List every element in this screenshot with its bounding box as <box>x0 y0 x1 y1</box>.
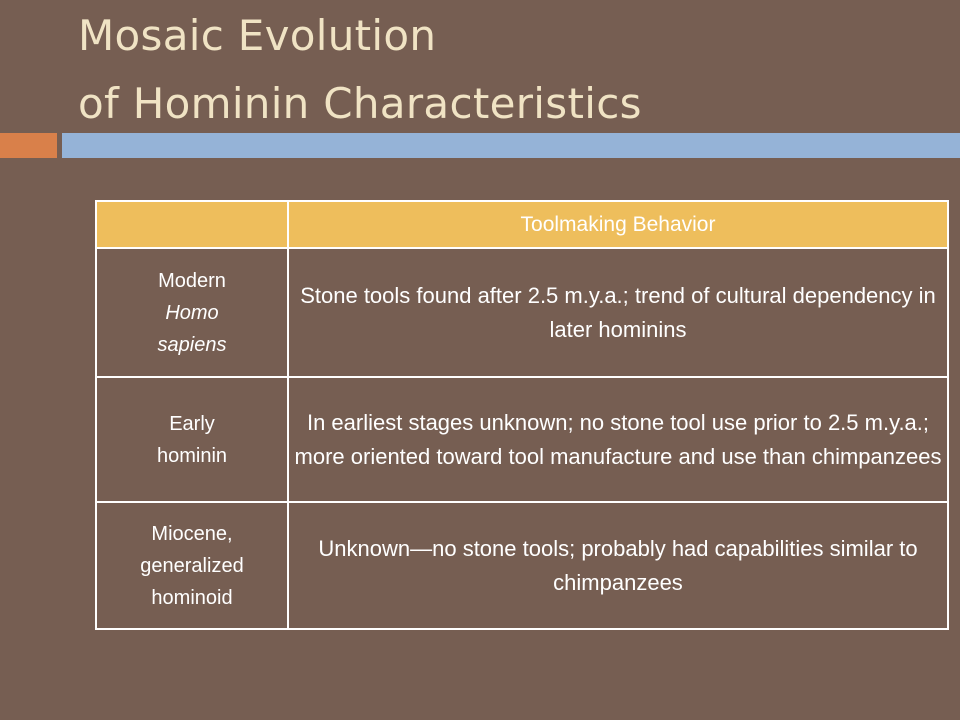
row-label-miocene-generalized-hominoid <box>96 502 288 629</box>
table-row <box>96 502 948 629</box>
table-header-corner-cell <box>96 201 288 248</box>
table-header-row <box>96 201 948 248</box>
row-label-part: sapiens <box>157 333 227 356</box>
row-description: In earliest stages unknown; no stone tool use prior to 2.5 m.y.a.; more oriented toward tool manufacture and use than chimpanzees <box>288 377 948 502</box>
row-label-early-hominin <box>96 377 288 502</box>
row-label-part: Early <box>169 412 215 435</box>
row-description: Unknown—no stone tools; probably had capabilities similar to chimpanzees <box>288 502 948 629</box>
table-row <box>96 377 948 502</box>
row-description: Stone tools found after 2.5 m.y.a.; trend of cultural dependency in later hominins <box>288 248 948 377</box>
row-label-part: generalized <box>140 554 244 577</box>
toolmaking-behavior-table <box>95 200 949 630</box>
slide-title-line-2: of Hominin Characteristics <box>78 79 642 128</box>
row-label-part: hominin <box>156 444 228 467</box>
row-label-part: Modern <box>158 269 226 292</box>
table-row <box>96 248 948 377</box>
row-label-modern-homo-sapiens <box>96 248 288 377</box>
row-label-part: Miocene, <box>151 522 233 545</box>
accent-bar-blue <box>62 133 960 158</box>
row-label-part: hominoid <box>151 586 233 609</box>
accent-bar-orange <box>0 133 57 158</box>
table-header-toolmaking-behavior: Toolmaking Behavior <box>288 201 948 248</box>
slide-title-line-1: Mosaic Evolution <box>78 11 437 60</box>
row-label-part: Homo <box>165 301 219 324</box>
slide-title <box>78 2 642 138</box>
